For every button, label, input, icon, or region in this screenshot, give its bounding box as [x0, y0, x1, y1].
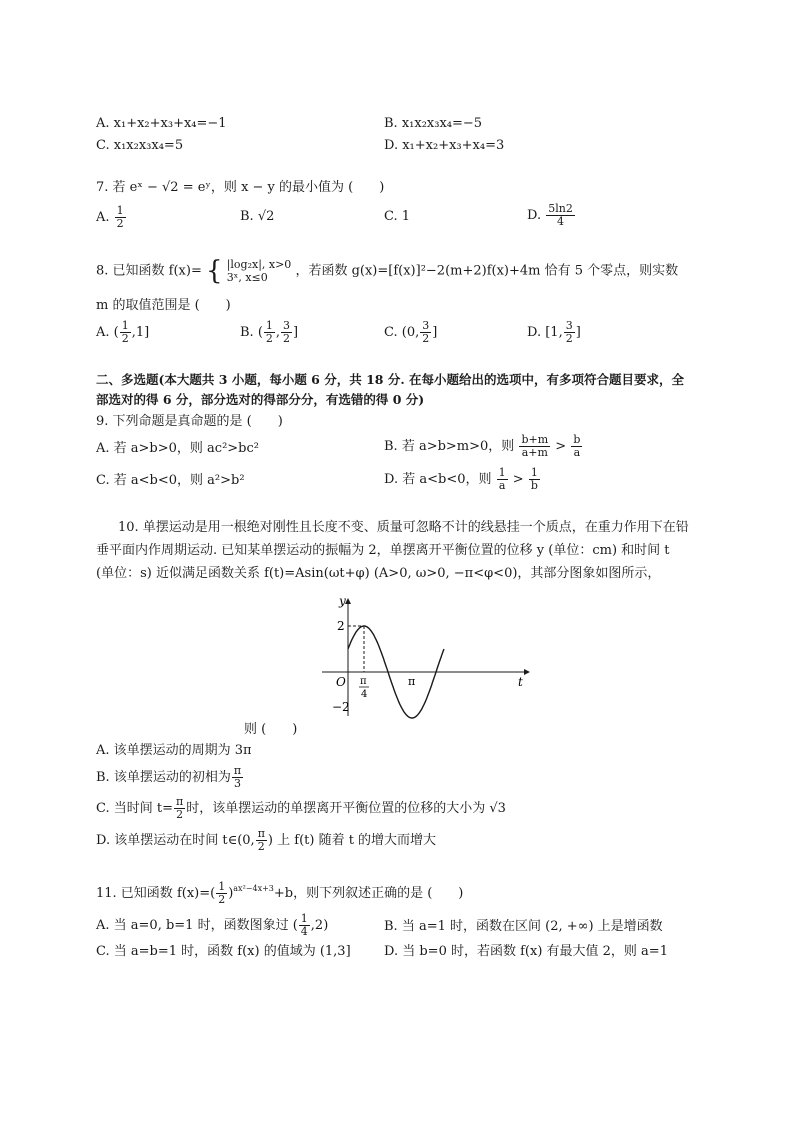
q9-b-den1: a+m [521, 446, 548, 459]
q10-stem-line3: (单位：s) 近似满足函数关系 f(t)=Asin(ωt+φ) (A>0, ω>0, −π<φ<0)，其部分图象如图所示， [96, 566, 661, 581]
q9-d-fraction2 [529, 467, 540, 492]
q10-c-pre: C. 当时间 t= [96, 801, 173, 816]
q8-b-post: ] [293, 325, 299, 340]
q8-option-d [527, 320, 581, 345]
q8-b-pre: B. ( [240, 325, 263, 340]
q10-d-den: 2 [257, 840, 265, 853]
q10-d-fraction [256, 828, 267, 853]
q9-b-pre: B. 若 a>b>m>0，则 [384, 439, 515, 454]
q8-stem-line1 [96, 258, 678, 284]
q9-option-c: C. 若 a<b<0，则 a²>b² [96, 473, 245, 488]
q11-stem-den: 2 [218, 893, 226, 906]
q9-d-fraction1 [497, 467, 508, 492]
q9-b-gt: > [555, 439, 567, 454]
q9-d-den1: a [498, 479, 506, 492]
q8-d-post: ] [575, 325, 581, 340]
q10-c-fraction [174, 796, 185, 821]
origin-label: O [336, 675, 346, 689]
q7-a-den: 2 [116, 217, 124, 230]
q8-option-c [384, 320, 437, 345]
q9-b-num2: b [573, 433, 581, 446]
q10-graph [318, 594, 534, 724]
q10-d-pre: D. 该单摆运动在时间 t∈(0, [96, 833, 255, 848]
q10-option-d [96, 828, 436, 853]
q11-option-d: D. 当 b=0 时，若函数 f(x) 有最大值 2，则 a=1 [384, 944, 668, 959]
q9-b-num1: b+m [521, 433, 549, 446]
q8-option-b: B. ( $\frac{1}{2}$ , $\frac{3}{2}$ ] [240, 319, 299, 345]
q8-stem-a: 8. 已知函数 f(x)= [96, 263, 202, 279]
q11-a-pre: A. 当 a=0, b=1 时，函数图象过 ( [96, 918, 298, 933]
q11-a-num: 1 [300, 912, 308, 925]
q8-option-a [96, 320, 149, 345]
q7-option-b: B. √2 [240, 209, 275, 224]
q11-option-b: B. 当 a=1 时，函数在区间 (2, +∞) 上是增函数 [384, 919, 663, 934]
q7-d-num: 5ln2 [548, 202, 573, 215]
q10-tail: 则 ( ) [244, 722, 298, 737]
q8-b-fraction1 [264, 320, 275, 345]
q9-d-num2: 1 [529, 467, 540, 480]
t-axis-arrow-icon [524, 669, 530, 675]
q9-d-pre: D. 若 a<b<0，则 [384, 472, 492, 487]
q8-d-num: 3 [565, 319, 573, 332]
q8-d-den: 2 [565, 332, 573, 345]
q8-b-den1: 2 [265, 332, 273, 345]
q8-c-pre: C. (0, [384, 325, 420, 340]
q11-option-c: C. 当 a=b=1 时，函数 f(x) 的值域为 (1,3] [96, 944, 351, 959]
q9-stem: 9. 下列命题是真命题的是 ( ) [96, 414, 283, 429]
q8-piece1: |log₂x|, x>0 [226, 258, 292, 271]
q10-stem-line1: 10. 单摆运动是用一根绝对刚性且长度不变、质量可忽略不计的线悬挂一个质点，在重力作用下在铅 [118, 520, 689, 535]
q6-option-c: C. x₁x₂x₃x₄=5 [96, 138, 184, 153]
q8-piece2: 3ˣ, x≤0 [226, 271, 268, 284]
q7-option-c: C. 1 [384, 209, 411, 224]
q8-d-pre: D. [1, [527, 325, 563, 340]
q8-b-den2: 2 [283, 332, 291, 345]
q11-stem-pre: 11. 已知函数 f(x)=( [96, 886, 216, 901]
q11-stem-mid: ) [228, 886, 234, 901]
q8-c-post: ] [432, 325, 438, 340]
y-min-label: −2 [332, 700, 350, 714]
q9-d-num1: 1 [498, 466, 506, 479]
q9-option-a: A. 若 a>b>0，则 ac²>bc² [96, 441, 259, 456]
q8-a-pre: A. ( [96, 325, 119, 340]
q7-d-prefix: D. [527, 208, 542, 223]
q10-b-num: π [233, 764, 242, 777]
q8-stem-b: ，若函数 g(x)=[f(x)]²−2(m+2)f(x)+4m 恰有 5 个零点，则实数 [295, 263, 679, 279]
tick-pi-over-4-den: 4 [361, 689, 368, 700]
q8-c-num: 3 [422, 319, 430, 332]
y-axis-arrow-icon [345, 598, 351, 604]
q7-a-num: 1 [116, 204, 124, 217]
q7-d-fraction [546, 203, 575, 228]
q10-b-den: 3 [233, 777, 241, 790]
q9-b-fraction1 [519, 434, 550, 459]
q8-b-fraction2 [281, 320, 292, 345]
y-axis-label: y [339, 594, 346, 608]
q9-b-den2: a [573, 446, 581, 459]
q8-a-post: ,1] [131, 325, 150, 340]
t-axis-label: t [518, 675, 523, 689]
q8-a-fraction [120, 320, 131, 345]
q8-piecewise [227, 258, 292, 284]
left-brace-icon: { [206, 256, 223, 286]
q9-option-b [384, 434, 583, 459]
q11-stem-fraction [216, 881, 227, 906]
q6-option-b: B. x₁x₂x₃x₄=−5 [384, 116, 483, 131]
q11-stem-exponent: ax²−4x+3 [233, 884, 274, 893]
q8-b-num1: 1 [265, 319, 273, 332]
q7-a-fraction [115, 205, 126, 230]
q10-option-b [96, 765, 244, 790]
q8-c-den: 2 [422, 332, 430, 345]
q8-a-num: 1 [121, 319, 129, 332]
q10-c-den: 2 [176, 808, 184, 821]
q9-d-gt: > [512, 472, 524, 487]
q10-b-pre: B. 该单摆运动的初相为 [96, 770, 231, 785]
q10-d-num: π [257, 827, 265, 840]
q9-option-d [384, 467, 541, 492]
q10-c-num: π [176, 795, 184, 808]
q10-option-a: A. 该单摆运动的周期为 3π [96, 743, 252, 758]
q7-option-d [527, 203, 576, 228]
q10-stem-line2: 垂平面内作周期运动. 已知某单摆运动的振幅为 2，单摆离开平衡位置的位移 y (单位：cm) 和时间 t [96, 543, 670, 558]
q11-stem-num: 1 [218, 880, 226, 893]
q10-c-post: 时，该单摆运动的单摆离开平衡位置的位移的大小为 √3 [186, 801, 506, 816]
section2-header-line1: 二、多选题(本大题共 3 小题，每小题 6 分，共 18 分. 在每小题给出的选项中，有多项符合题目要求，全 [96, 372, 685, 387]
q11-option-a [96, 913, 328, 938]
section2-header-line2: 部选对的得 6 分，部分选对的得部分分，有选错的得 0 分) [96, 392, 425, 407]
q10-b-fraction [232, 765, 243, 790]
q10-d-post: ) 上 f(t) 随着 t 的增大而增大 [267, 833, 437, 848]
q10-option-c [96, 796, 506, 821]
q11-stem [96, 881, 463, 906]
q7-d-den: 4 [557, 215, 565, 228]
q8-a-den: 2 [121, 332, 129, 345]
q11-a-den: 4 [300, 925, 308, 938]
q7-a-prefix: A. [96, 210, 110, 225]
y-max-label: 2 [337, 619, 345, 633]
q8-b-num2: 3 [283, 319, 291, 332]
q8-d-fraction [564, 320, 575, 345]
q11-a-post: ,2) [310, 918, 329, 933]
q6-option-d: D. x₁+x₂+x₃+x₄=3 [384, 138, 505, 153]
q11-a-fraction [299, 913, 310, 938]
tick-pi-label: π [408, 675, 416, 688]
q8-stem-line2: m 的取值范围是 ( ) [96, 298, 231, 313]
q8-c-fraction [420, 320, 431, 345]
tick-pi-over-4-num: π [360, 676, 367, 687]
q11-stem-post: +b，则下列叙述正确的是 ( ) [273, 886, 464, 901]
q9-d-den2: b [530, 479, 538, 492]
q7-stem: 7. 若 eˣ − √2 = eʸ，则 x − y 的最小值为 ( ) [96, 180, 385, 195]
q9-b-fraction2 [571, 434, 582, 459]
q7-option-a [96, 205, 127, 230]
q6-option-a: A. x₁+x₂+x₃+x₄=−1 [96, 116, 227, 131]
